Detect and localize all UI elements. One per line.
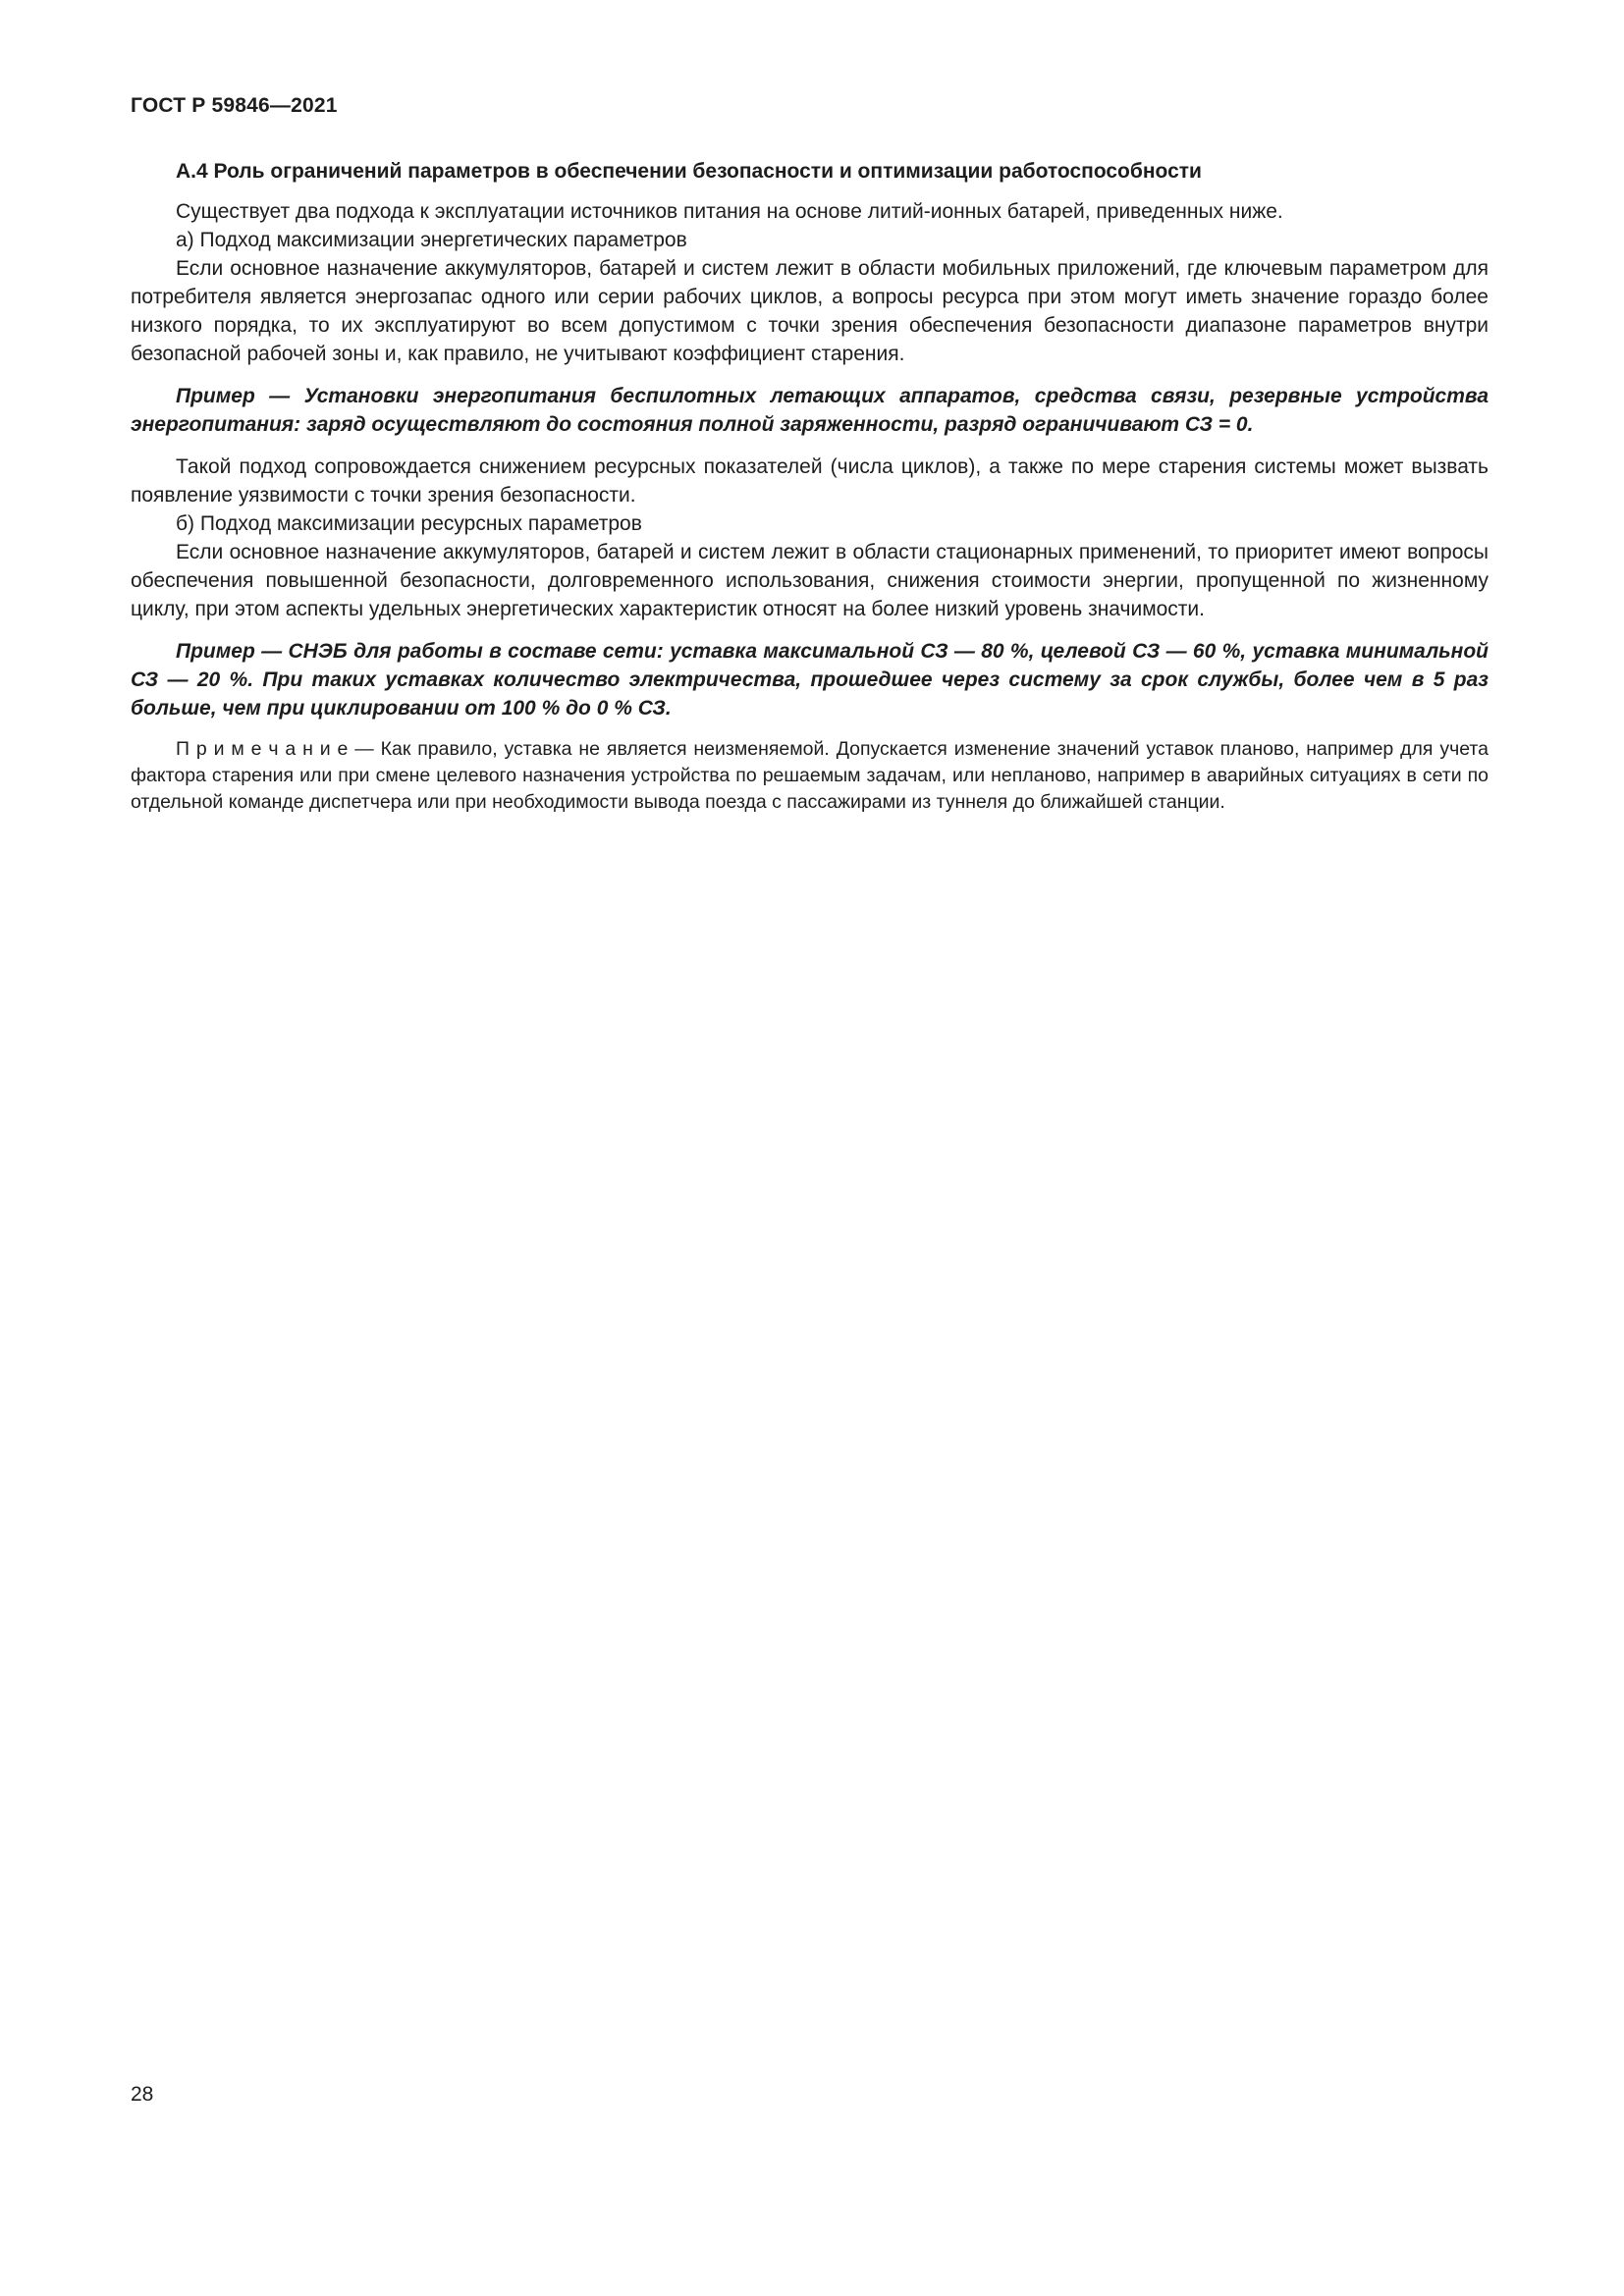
example-block-a: Пример — Установки энергопитания беспилотных летающих аппаратов, средства связи, резервные устройства энергопитания: заряд осуществляют до состояния полной заряженности, разряд ограничивают СЗ = 0. [131, 385, 1489, 436]
page-number: 28 [131, 2083, 154, 2106]
paragraph-approach-a: Если основное назначение аккумуляторов, батарей и систем лежит в области мобильных приложений, где ключевым параметром для потребителя является энергозапас одного или серии рабочих циклов, а вопросы ресурса при этом могут иметь значение гораздо более низкого порядка, то их эксплуатируют во всем допустимом с точки зрения обеспечения безопасности диапазоне параметров внутри безопасной рабочей зоны и, как правило, не учитывают коэффициент старения. [131, 257, 1489, 365]
example-block-b: Пример — СНЭБ для работы в составе сети: уставка максимальной СЗ — 80 %, целевой СЗ — 60 %, уставка минимальной СЗ — 20 %. При таких уставках количество электричества, прошедшее через систему за срок службы, более чем в 5 раз больше, чем при циклировании от 100 % до 0 % СЗ. [131, 640, 1489, 720]
list-item-b: б) Подход максимизации ресурсных параметров [176, 512, 642, 535]
paragraph-intro: Существует два подхода к эксплуатации источников питания на основе литий-ионных батарей, приведенных ниже. [176, 200, 1283, 223]
document-header: ГОСТ Р 59846—2021 [131, 94, 338, 117]
paragraph-approach-a-consequence: Такой подход сопровождается снижением ресурсных показателей (числа циклов), а также по мере старения системы может вызвать появление уязвимости с точки зрения безопасности. [131, 455, 1489, 507]
list-item-a: а) Подход максимизации энергетических параметров [176, 229, 687, 251]
section-heading: А.4 Роль ограничений параметров в обеспечении безопасности и оптимизации работоспособности [176, 160, 1202, 183]
note-block: П р и м е ч а н и е — Как правило, уставка не является неизменяемой. Допускается изменение значений уставок планово, например для учета фактора старения или при смене целевого назначения устройства по решаемым задачам, или непланово, например в аварийных ситуациях в сети по отдельной команде диспетчера или при необходимости вывода поезда с пассажирами из туннеля до ближайшей станции. [131, 738, 1489, 813]
paragraph-approach-b: Если основное назначение аккумуляторов, батарей и систем лежит в области стационарных применений, то приоритет имеют вопросы обеспечения повышенной безопасности, долговременного использования, снижения стоимости энергии, пропущенной по жизненному циклу, при этом аспекты удельных энергетических характеристик относят на более низкий уровень значимости. [131, 541, 1489, 620]
text-column [131, 94, 1489, 816]
